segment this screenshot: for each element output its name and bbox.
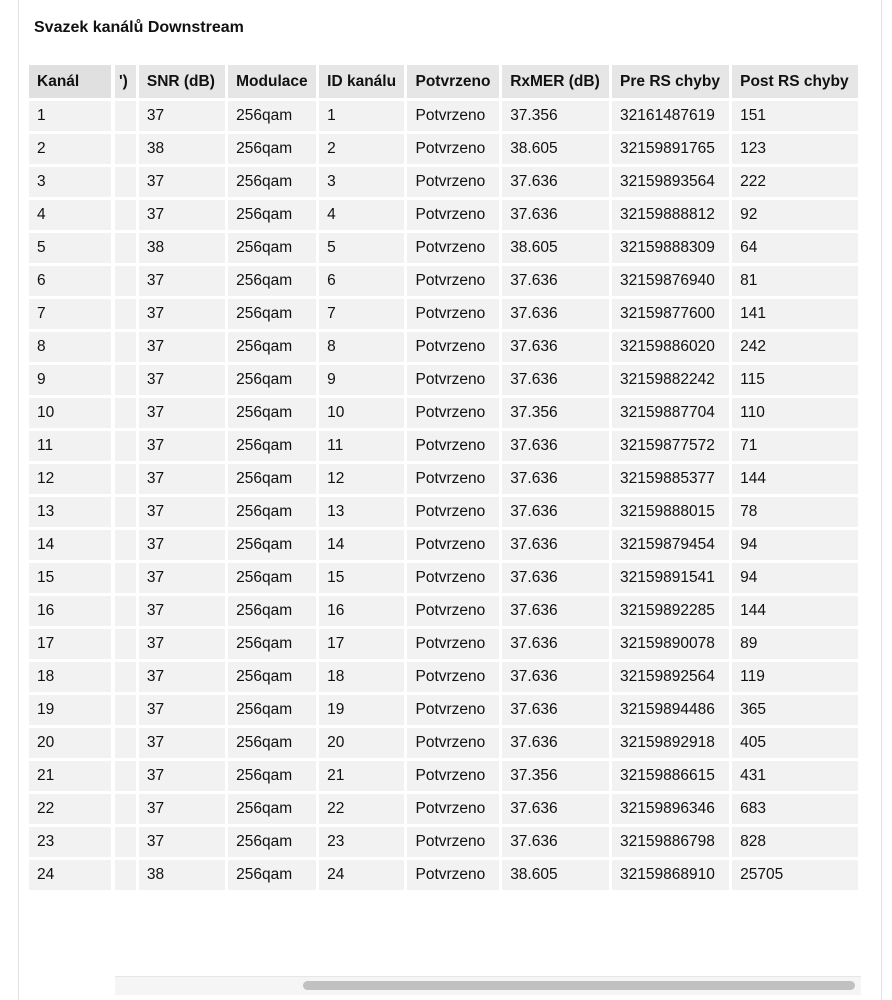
post-rs-cell: 64 xyxy=(732,233,858,263)
rxmer-cell: 37.636 xyxy=(502,695,609,725)
partial-cell xyxy=(115,134,136,164)
confirmed-cell: Potvrzeno xyxy=(407,761,499,791)
header-rxmer: RxMER (dB) xyxy=(502,65,609,98)
table-row xyxy=(115,332,858,362)
pre-rs-cell: 32161487619 xyxy=(612,101,729,131)
partial-cell xyxy=(115,530,136,560)
post-rs-cell: 222 xyxy=(732,167,858,197)
confirmed-cell: Potvrzeno xyxy=(407,167,499,197)
snr-cell: 38 xyxy=(139,860,225,890)
snr-cell: 37 xyxy=(139,695,225,725)
channel-cell: 5 xyxy=(29,233,111,263)
snr-cell: 37 xyxy=(139,431,225,461)
pre-rs-cell: 32159877572 xyxy=(612,431,729,461)
channel-cell: 7 xyxy=(29,299,111,329)
post-rs-cell: 144 xyxy=(732,464,858,494)
confirmed-cell: Potvrzeno xyxy=(407,464,499,494)
partial-cell xyxy=(115,365,136,395)
rxmer-cell: 37.636 xyxy=(502,629,609,659)
partial-cell xyxy=(115,200,136,230)
sticky-row xyxy=(29,464,111,494)
table-row xyxy=(115,299,858,329)
channel-id-cell: 5 xyxy=(319,233,404,263)
channel-cell: 9 xyxy=(29,365,111,395)
channel-cell: 16 xyxy=(29,596,111,626)
table-row xyxy=(115,761,858,791)
pre-rs-cell: 32159891541 xyxy=(612,563,729,593)
post-rs-cell: 119 xyxy=(732,662,858,692)
channel-cell: 24 xyxy=(29,860,111,890)
snr-cell: 37 xyxy=(139,167,225,197)
post-rs-cell: 141 xyxy=(732,299,858,329)
sticky-row xyxy=(29,695,111,725)
channel-cell: 1 xyxy=(29,101,111,131)
table-row xyxy=(115,563,858,593)
confirmed-cell: Potvrzeno xyxy=(407,695,499,725)
table-row xyxy=(115,233,858,263)
channel-id-cell: 3 xyxy=(319,167,404,197)
sticky-row xyxy=(29,728,111,758)
partial-cell xyxy=(115,860,136,890)
snr-cell: 37 xyxy=(139,266,225,296)
rxmer-cell: 38.605 xyxy=(502,134,609,164)
snr-cell: 37 xyxy=(139,332,225,362)
post-rs-cell: 94 xyxy=(732,530,858,560)
channel-id-cell: 4 xyxy=(319,200,404,230)
pre-rs-cell: 32159868910 xyxy=(612,860,729,890)
sticky-row xyxy=(29,662,111,692)
rxmer-cell: 37.636 xyxy=(502,266,609,296)
post-rs-cell: 89 xyxy=(732,629,858,659)
sticky-row xyxy=(29,431,111,461)
confirmed-cell: Potvrzeno xyxy=(407,827,499,857)
pre-rs-cell: 32159888812 xyxy=(612,200,729,230)
downstream-table xyxy=(115,62,861,893)
post-rs-cell: 78 xyxy=(732,497,858,527)
table-row xyxy=(115,431,858,461)
table-row xyxy=(115,794,858,824)
rxmer-cell: 37.636 xyxy=(502,365,609,395)
modulation-cell: 256qam xyxy=(228,464,316,494)
header-channel: Kanál xyxy=(29,65,111,98)
confirmed-cell: Potvrzeno xyxy=(407,299,499,329)
modulation-cell: 256qam xyxy=(228,794,316,824)
confirmed-cell: Potvrzeno xyxy=(407,365,499,395)
snr-cell: 37 xyxy=(139,794,225,824)
channel-cell: 3 xyxy=(29,167,111,197)
partial-cell xyxy=(115,398,136,428)
confirmed-cell: Potvrzeno xyxy=(407,266,499,296)
partial-cell xyxy=(115,431,136,461)
post-rs-cell: 123 xyxy=(732,134,858,164)
rxmer-cell: 37.636 xyxy=(502,200,609,230)
modulation-cell: 256qam xyxy=(228,365,316,395)
table-row xyxy=(115,167,858,197)
modulation-cell: 256qam xyxy=(228,266,316,296)
channel-id-cell: 12 xyxy=(319,464,404,494)
post-rs-cell: 71 xyxy=(732,431,858,461)
rxmer-cell: 38.605 xyxy=(502,860,609,890)
table-row xyxy=(115,827,858,857)
channel-cell: 14 xyxy=(29,530,111,560)
channel-id-cell: 23 xyxy=(319,827,404,857)
sticky-channel-table xyxy=(29,62,111,893)
table-row xyxy=(115,860,858,890)
modulation-cell: 256qam xyxy=(228,761,316,791)
channel-cell: 23 xyxy=(29,827,111,857)
confirmed-cell: Potvrzeno xyxy=(407,563,499,593)
sticky-row xyxy=(29,398,111,428)
post-rs-cell: 81 xyxy=(732,266,858,296)
pre-rs-cell: 32159890078 xyxy=(612,629,729,659)
channel-id-cell: 24 xyxy=(319,860,404,890)
channel-id-cell: 8 xyxy=(319,332,404,362)
channel-id-cell: 2 xyxy=(319,134,404,164)
rxmer-cell: 38.605 xyxy=(502,233,609,263)
modulation-cell: 256qam xyxy=(228,497,316,527)
partial-cell xyxy=(115,662,136,692)
pre-rs-cell: 32159879454 xyxy=(612,530,729,560)
channel-id-cell: 10 xyxy=(319,398,404,428)
partial-cell xyxy=(115,299,136,329)
channel-id-cell: 9 xyxy=(319,365,404,395)
sticky-row xyxy=(29,530,111,560)
channel-id-cell: 13 xyxy=(319,497,404,527)
post-rs-cell: 242 xyxy=(732,332,858,362)
downstream-panel xyxy=(18,0,882,1000)
channel-id-cell: 17 xyxy=(319,629,404,659)
channel-id-cell: 20 xyxy=(319,728,404,758)
sticky-row xyxy=(29,134,111,164)
channel-cell: 20 xyxy=(29,728,111,758)
snr-cell: 37 xyxy=(139,596,225,626)
post-rs-cell: 110 xyxy=(732,398,858,428)
partial-cell xyxy=(115,563,136,593)
rxmer-cell: 37.636 xyxy=(502,728,609,758)
snr-cell: 37 xyxy=(139,530,225,560)
channel-cell: 6 xyxy=(29,266,111,296)
channel-cell: 10 xyxy=(29,398,111,428)
snr-cell: 37 xyxy=(139,497,225,527)
channel-cell: 22 xyxy=(29,794,111,824)
snr-cell: 37 xyxy=(139,563,225,593)
table-row xyxy=(115,464,858,494)
partial-cell xyxy=(115,233,136,263)
partial-cell xyxy=(115,695,136,725)
pre-rs-cell: 32159892564 xyxy=(612,662,729,692)
snr-cell: 38 xyxy=(139,233,225,263)
table-row xyxy=(115,200,858,230)
confirmed-cell: Potvrzeno xyxy=(407,794,499,824)
rxmer-cell: 37.636 xyxy=(502,596,609,626)
confirmed-cell: Potvrzeno xyxy=(407,728,499,758)
confirmed-cell: Potvrzeno xyxy=(407,398,499,428)
channel-id-cell: 7 xyxy=(319,299,404,329)
channel-id-cell: 14 xyxy=(319,530,404,560)
post-rs-cell: 431 xyxy=(732,761,858,791)
sticky-row xyxy=(29,332,111,362)
rxmer-cell: 37.636 xyxy=(502,497,609,527)
channel-cell: 2 xyxy=(29,134,111,164)
post-rs-cell: 828 xyxy=(732,827,858,857)
snr-cell: 37 xyxy=(139,662,225,692)
modulation-cell: 256qam xyxy=(228,629,316,659)
channel-cell: 19 xyxy=(29,695,111,725)
header-snr: SNR (dB) xyxy=(139,65,225,98)
section-title: Svazek kanálů Downstream xyxy=(34,19,244,36)
channel-id-cell: 11 xyxy=(319,431,404,461)
snr-cell: 37 xyxy=(139,629,225,659)
header-partial-column: ') xyxy=(115,65,136,98)
pre-rs-cell: 32159888015 xyxy=(612,497,729,527)
rxmer-cell: 37.636 xyxy=(502,530,609,560)
snr-cell: 37 xyxy=(139,200,225,230)
rxmer-cell: 37.636 xyxy=(502,827,609,857)
partial-cell xyxy=(115,596,136,626)
confirmed-cell: Potvrzeno xyxy=(407,530,499,560)
post-rs-cell: 365 xyxy=(732,695,858,725)
rxmer-cell: 37.636 xyxy=(502,662,609,692)
channel-cell: 18 xyxy=(29,662,111,692)
sticky-row xyxy=(29,266,111,296)
rxmer-cell: 37.636 xyxy=(502,794,609,824)
pre-rs-cell: 32159891765 xyxy=(612,134,729,164)
partial-cell xyxy=(115,827,136,857)
partial-cell xyxy=(115,266,136,296)
partial-cell xyxy=(115,101,136,131)
table-row xyxy=(115,629,858,659)
sticky-row xyxy=(29,233,111,263)
channel-id-cell: 16 xyxy=(319,596,404,626)
table-row xyxy=(115,398,858,428)
sticky-row xyxy=(29,365,111,395)
confirmed-cell: Potvrzeno xyxy=(407,662,499,692)
confirmed-cell: Potvrzeno xyxy=(407,233,499,263)
post-rs-cell: 115 xyxy=(732,365,858,395)
rxmer-cell: 37.636 xyxy=(502,167,609,197)
confirmed-cell: Potvrzeno xyxy=(407,497,499,527)
partial-cell xyxy=(115,728,136,758)
partial-cell xyxy=(115,794,136,824)
modulation-cell: 256qam xyxy=(228,332,316,362)
pre-rs-cell: 32159886798 xyxy=(612,827,729,857)
modulation-cell: 256qam xyxy=(228,728,316,758)
channel-id-cell: 18 xyxy=(319,662,404,692)
modulation-cell: 256qam xyxy=(228,827,316,857)
snr-cell: 37 xyxy=(139,761,225,791)
snr-cell: 37 xyxy=(139,299,225,329)
snr-cell: 37 xyxy=(139,365,225,395)
rxmer-cell: 37.636 xyxy=(502,431,609,461)
sticky-row xyxy=(29,167,111,197)
sticky-row xyxy=(29,101,111,131)
partial-cell xyxy=(115,761,136,791)
rxmer-cell: 37.636 xyxy=(502,332,609,362)
table-row xyxy=(115,596,858,626)
partial-cell xyxy=(115,332,136,362)
channel-cell: 4 xyxy=(29,200,111,230)
channel-id-cell: 22 xyxy=(319,794,404,824)
pre-rs-cell: 32159877600 xyxy=(612,299,729,329)
sticky-channel-column xyxy=(29,62,111,893)
channel-id-cell: 19 xyxy=(319,695,404,725)
channel-cell: 15 xyxy=(29,563,111,593)
modulation-cell: 256qam xyxy=(228,860,316,890)
pre-rs-cell: 32159893564 xyxy=(612,167,729,197)
snr-cell: 38 xyxy=(139,134,225,164)
post-rs-cell: 144 xyxy=(732,596,858,626)
post-rs-cell: 683 xyxy=(732,794,858,824)
rxmer-cell: 37.356 xyxy=(502,101,609,131)
channel-cell: 8 xyxy=(29,332,111,362)
partial-cell xyxy=(115,629,136,659)
pre-rs-cell: 32159876940 xyxy=(612,266,729,296)
modulation-cell: 256qam xyxy=(228,398,316,428)
snr-cell: 37 xyxy=(139,728,225,758)
channel-cell: 17 xyxy=(29,629,111,659)
sticky-row xyxy=(29,794,111,824)
channel-id-cell: 1 xyxy=(319,101,404,131)
horizontal-scrollbar[interactable] xyxy=(115,976,861,995)
sticky-row xyxy=(29,827,111,857)
rxmer-cell: 37.356 xyxy=(502,398,609,428)
table-row xyxy=(115,728,858,758)
partial-cell xyxy=(115,464,136,494)
table-row xyxy=(115,365,858,395)
channel-id-cell: 15 xyxy=(319,563,404,593)
channel-cell: 21 xyxy=(29,761,111,791)
post-rs-cell: 92 xyxy=(732,200,858,230)
header-confirmed: Potvrzeno xyxy=(407,65,499,98)
snr-cell: 37 xyxy=(139,827,225,857)
confirmed-cell: Potvrzeno xyxy=(407,200,499,230)
confirmed-cell: Potvrzeno xyxy=(407,431,499,461)
pre-rs-cell: 32159896346 xyxy=(612,794,729,824)
table-row xyxy=(115,266,858,296)
sticky-row xyxy=(29,563,111,593)
sticky-row xyxy=(29,299,111,329)
table-row xyxy=(115,530,858,560)
pre-rs-cell: 32159882242 xyxy=(612,365,729,395)
header-pre-rs-errors: Pre RS chyby xyxy=(612,65,729,98)
sticky-row xyxy=(29,200,111,230)
snr-cell: 37 xyxy=(139,398,225,428)
modulation-cell: 256qam xyxy=(228,299,316,329)
sticky-row xyxy=(29,761,111,791)
table-row xyxy=(115,695,858,725)
rxmer-cell: 37.356 xyxy=(502,761,609,791)
modulation-cell: 256qam xyxy=(228,530,316,560)
modulation-cell: 256qam xyxy=(228,200,316,230)
sticky-row xyxy=(29,497,111,527)
pre-rs-cell: 32159886020 xyxy=(612,332,729,362)
pre-rs-cell: 32159887704 xyxy=(612,398,729,428)
post-rs-cell: 94 xyxy=(732,563,858,593)
scrollbar-thumb[interactable] xyxy=(303,981,855,990)
sticky-row xyxy=(29,596,111,626)
channel-cell: 13 xyxy=(29,497,111,527)
channel-cell: 12 xyxy=(29,464,111,494)
partial-cell xyxy=(115,497,136,527)
post-rs-cell: 151 xyxy=(732,101,858,131)
modulation-cell: 256qam xyxy=(228,662,316,692)
partial-cell xyxy=(115,167,136,197)
pre-rs-cell: 32159892918 xyxy=(612,728,729,758)
table-row xyxy=(115,662,858,692)
rxmer-cell: 37.636 xyxy=(502,299,609,329)
sticky-row xyxy=(29,629,111,659)
modulation-cell: 256qam xyxy=(228,134,316,164)
channel-id-cell: 21 xyxy=(319,761,404,791)
confirmed-cell: Potvrzeno xyxy=(407,860,499,890)
modulation-cell: 256qam xyxy=(228,431,316,461)
modulation-cell: 256qam xyxy=(228,596,316,626)
channel-id-cell: 6 xyxy=(319,266,404,296)
modulation-cell: 256qam xyxy=(228,563,316,593)
confirmed-cell: Potvrzeno xyxy=(407,101,499,131)
confirmed-cell: Potvrzeno xyxy=(407,332,499,362)
snr-cell: 37 xyxy=(139,464,225,494)
confirmed-cell: Potvrzeno xyxy=(407,629,499,659)
pre-rs-cell: 32159888309 xyxy=(612,233,729,263)
rxmer-cell: 37.636 xyxy=(502,563,609,593)
modulation-cell: 256qam xyxy=(228,695,316,725)
header-post-rs-errors: Post RS chyby xyxy=(732,65,858,98)
post-rs-cell: 405 xyxy=(732,728,858,758)
header-modulation: Modulace xyxy=(228,65,316,98)
sticky-row xyxy=(29,860,111,890)
post-rs-cell: 25705 xyxy=(732,860,858,890)
table-scroll-area[interactable] xyxy=(115,62,861,970)
pre-rs-cell: 32159885377 xyxy=(612,464,729,494)
modulation-cell: 256qam xyxy=(228,167,316,197)
header-channel-id: ID kanálu xyxy=(319,65,404,98)
table-row xyxy=(115,497,858,527)
confirmed-cell: Potvrzeno xyxy=(407,596,499,626)
modulation-cell: 256qam xyxy=(228,101,316,131)
rxmer-cell: 37.636 xyxy=(502,464,609,494)
snr-cell: 37 xyxy=(139,101,225,131)
pre-rs-cell: 32159892285 xyxy=(612,596,729,626)
modulation-cell: 256qam xyxy=(228,233,316,263)
table-row xyxy=(115,101,858,131)
confirmed-cell: Potvrzeno xyxy=(407,134,499,164)
pre-rs-cell: 32159886615 xyxy=(612,761,729,791)
table-row xyxy=(115,134,858,164)
pre-rs-cell: 32159894486 xyxy=(612,695,729,725)
channel-cell: 11 xyxy=(29,431,111,461)
